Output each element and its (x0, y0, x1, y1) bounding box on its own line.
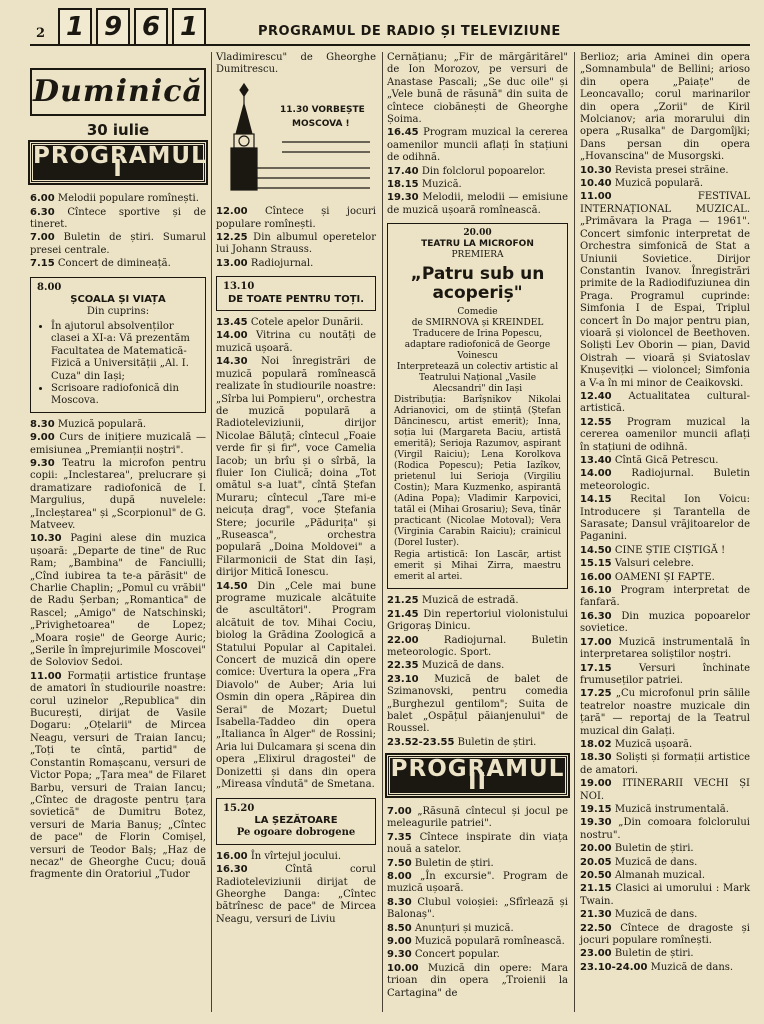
schedule-text: Melodii populare romînești. (57, 193, 199, 205)
continued-text: Berlioz; aria Aminei din opera „Somnambula" de Bellini; arioso din opera „Paiațe" de Leoncavallo; corul marinarilor din opera „Zorii" de Kiril Molcianov; aria morarului din opera „Rusalka" de Dargomîjki; Dans persan din opera „Hovanscina" de Musorgski. (580, 52, 750, 163)
schedule-item (580, 585, 750, 610)
everything-for-all-box (216, 276, 376, 311)
schedule-time: 9.00 (387, 936, 412, 948)
schedule-text: CINE ȘTIE CIȘTIGĂ ! (614, 544, 726, 556)
schedule-text: Buletin de știri. Sumarul presei centrale. (30, 232, 207, 256)
schedule-time: 14.00 (580, 468, 612, 480)
year-badge (58, 8, 206, 46)
schedule-item (580, 962, 750, 974)
theatre-box (387, 223, 568, 589)
schedule-text: Anunțuri și muzică. (414, 922, 514, 934)
schedule-time: 15.15 (580, 558, 612, 570)
schedule-time: 22.00 (387, 634, 419, 646)
schedule-text: Clubul voioșiei: „Sfîrlează și Balonaș". (387, 896, 568, 921)
schedule-list (216, 206, 376, 270)
schedule-time: 19.30 (580, 817, 612, 829)
play-authors: de SMIRNOVA și KREINDEL (411, 318, 544, 329)
schedule-text: Muzică de dans. (421, 660, 505, 672)
schedule-item (580, 688, 750, 738)
box-time: 20.00 (463, 228, 492, 239)
schedule-time: 21.30 (580, 909, 612, 921)
sezatoare-box (216, 798, 376, 845)
schedule-list (30, 419, 206, 882)
schedule-item (387, 949, 568, 961)
schedule-text: Radiojurnal. Buletin meteorologic. Sport. (387, 634, 568, 658)
box-title: TEATRU LA MICROFON (421, 239, 534, 250)
schedule-text: Teatru la microfon pentru copii: „Inclestarea", prelucrare și dramatizare radiofonică de I. Margulius, după nuvelele: „Incleștarea" și „Scorpionul" de G. Matveev. (30, 457, 207, 531)
schedule-text: Muzică populară romînească. (414, 936, 565, 948)
schedule-item (580, 857, 750, 869)
schedule-time: 21.15 (580, 883, 612, 895)
schedule-time: 22.35 (387, 660, 419, 672)
schedule-time: 20.05 (580, 856, 612, 868)
box-title: DE TOATE PENTRU TOȚI. (227, 293, 365, 305)
box-time: 15.20 (223, 802, 255, 814)
box-time: 8.00 (37, 281, 62, 293)
schedule-time: 12.40 (580, 390, 612, 402)
schedule-time: 16.00 (216, 850, 248, 862)
schedule-list (387, 806, 568, 1000)
schedule-time: 9.30 (30, 457, 55, 469)
schedule-time: 14.50 (216, 580, 248, 592)
page-number: 2 (36, 26, 46, 41)
column-4 (580, 52, 750, 975)
schedule-text: Muzică ușoară. (614, 738, 693, 750)
header-title: PROGRAMUL DE RADIO ȘI TELEVIZIUNE (258, 24, 561, 39)
schedule-text: Muzică de dans. (650, 961, 734, 973)
schedule-time: 21.25 (387, 595, 419, 607)
schedule-text: Muzică instrumentală. (614, 803, 729, 815)
schedule-text: „Răsună cîntecul și jocul pe meleagurile patriei". (387, 805, 568, 830)
schedule-text: Muzică populară. (614, 178, 704, 190)
schedule-time: 14.00 (216, 330, 248, 342)
schedule-time: 7.35 (387, 831, 412, 843)
schedule-text: Cîntece de dragoste și jocuri populare romînești. (580, 922, 750, 947)
schedule-list (387, 127, 568, 217)
year-digit: 1 (58, 8, 92, 46)
schedule-time: 8.50 (387, 922, 412, 934)
schedule-item (387, 832, 568, 857)
schedule-item (580, 165, 750, 177)
schedule-text: Cotele apelor Dunării. (250, 317, 364, 329)
play-title: „Patru sub un acoperiș" (410, 264, 545, 304)
schedule-time: 20.50 (580, 870, 612, 881)
schedule-item (387, 858, 568, 870)
schedule-text: FESTIVAL INTERNAȚIONAL MUZICAL. „Primăvara la Praga — 1961". Concert simfonic interpretat de Orchestra simfonică de Stat a Uniunii Sovietice. Dirijor Constantin Ivanov. Înregistrări primite de la Radiodifuziunea din Praga. Programul cuprinde: Simfonia I de Espai, Triplul concert în Do major pentru pian, vioară și violoncel de Beethoven. Soliști Lev Oborin — pian, David Oistrah — vioară și Sviatoslav Knușevițki — violoncel; Simfonia a V-a în mi minor de Ceaikovski. (580, 191, 750, 389)
schedule-time: 10.00 (387, 962, 419, 974)
schedule-text: Cîntece sportive și de tineret. (30, 206, 206, 231)
schedule-item (580, 923, 750, 948)
schedule-item (387, 871, 568, 896)
schedule-item (387, 806, 568, 831)
schedule-item (387, 635, 568, 660)
schedule-item (30, 533, 206, 669)
year-digit: 1 (172, 8, 206, 46)
schedule-item (216, 258, 376, 270)
schedule-time: 23.10 (387, 673, 419, 685)
schedule-time: 13.45 (216, 317, 248, 329)
schedule-text: ITINERARII VECHI ȘI NOI. (580, 778, 750, 802)
schedule-item (580, 178, 750, 190)
schedule-item (387, 737, 568, 749)
schedule-item (30, 232, 206, 257)
schedule-text: Radiojurnal. Buletin meteorologic. (580, 468, 750, 492)
schedule-time: 8.00 (387, 871, 412, 882)
schedule-item (387, 897, 568, 922)
schedule-item (580, 637, 750, 662)
schedule-time: 13.00 (216, 257, 248, 269)
schedule-time: 14.30 (216, 356, 248, 368)
box-subtitle: Din cuprins: (86, 306, 150, 318)
school-life-box (30, 277, 206, 413)
schedule-time: 10.30 (580, 164, 612, 176)
play-performers: Interpretează un colectiv artistic al Teatrului Național „Vasile Alecsandri" din Iași (396, 362, 559, 395)
program-1-banner: PROGRAMUL I (30, 142, 206, 183)
schedule-time: 18.15 (387, 179, 419, 191)
schedule-item (387, 192, 568, 217)
schedule-time: 19.00 (580, 778, 612, 790)
continued-text: Vladimirescu" de Gheorghe Dumitrescu. (216, 52, 376, 76)
schedule-text: Clasici ai umorului : Mark Twain. (580, 883, 750, 907)
schedule-time: 18.30 (580, 752, 612, 764)
schedule-item (30, 207, 206, 232)
schedule-item (580, 611, 750, 636)
schedule-item (580, 663, 750, 688)
schedule-item (580, 909, 750, 921)
schedule-text: Concert de dimineață. (57, 258, 171, 270)
schedule-time: 16.30 (580, 610, 612, 622)
box-subtitle: Pe ogoare dobrogene (236, 827, 356, 839)
schedule-text: Recital Ion Voicu: Introducere și Tarantella de Sarasate; Dansul vrăjitoarelor de Paganini. (580, 494, 750, 543)
schedule-time: 10.40 (580, 178, 612, 190)
schedule-time: 23.10-24.00 (580, 961, 648, 973)
box-time: 13.10 (223, 281, 255, 293)
schedule-text: Cîntece și jocuri populare romînești. (216, 206, 377, 230)
schedule-time: 17.15 (580, 662, 612, 674)
schedule-text: Muzică de dans. (614, 909, 698, 921)
schedule-text: Program interpretat de fanfară. (580, 585, 750, 609)
schedule-item (580, 883, 750, 908)
schedule-text: Buletin de știri. (414, 857, 494, 869)
premiere-label: PREMIERA (451, 250, 504, 261)
schedule-text: Revista presei străine. (614, 164, 729, 176)
schedule-item (387, 609, 568, 634)
column-divider (211, 52, 212, 1012)
year-digit: 9 (96, 8, 130, 46)
play-translation: Traducere de Irina Popescu, adaptare radiofonică de George Voinescu (404, 329, 551, 362)
schedule-time: 6.00 (30, 193, 55, 205)
schedule-time: 23.00 (580, 948, 612, 960)
schedule-item (216, 851, 376, 863)
schedule-time: 18.02 (580, 738, 612, 750)
schedule-text: Cîntă Gică Petrescu. (614, 455, 719, 466)
schedule-text: „În excursie". Program de muzică ușoară. (387, 871, 568, 895)
schedule-item (580, 739, 750, 751)
schedule-item (580, 752, 750, 777)
schedule-item (580, 468, 750, 493)
schedule-text: Curs de inițiere muzicală — emisiunea „Premianții noștri". (30, 432, 206, 456)
schedule-text: Din repertoriul violonistului Grigoraș Dinicu. (387, 608, 568, 633)
schedule-item (216, 330, 376, 355)
schedule-time: 16.45 (387, 127, 419, 139)
schedule-time: 20.00 (580, 843, 612, 855)
schedule-text: Buletin de știri. (614, 948, 694, 960)
schedule-text: Program muzical la cererea oamenilor muncii aflați în stațiuni de odihnă. (387, 127, 568, 164)
box-title: ȘCOALA ȘI VIAȚA (70, 294, 166, 306)
schedule-text: Muzică de estradă. (421, 595, 519, 607)
schedule-text: Noi înregistrări de muzică populară romînească realizate în studiourile noastre: „Sîrba lui Pompieru", orchestra de muzică populară a Radioteleviziunii, dirijor Nicolae Băluță; cîntecul „Foaie verde fir și fir", voce Camelia Iacob; un brîu și o sîrbă, la fluier Ion Ciulică; doina „Tot omătul s-a luat", cîntă Ștefan Muraru; cîntecul „Tare mi-e neicuța drag", voce Ștefania Stere; jocurile „Pădurița" și „Ruseasca", orchestra populară „Doina Moldovei" a Filarmonicii de Stat din Iași, dirijor Mitică Ionescu. (216, 356, 376, 579)
schedule-list (580, 165, 750, 975)
column-1 (30, 52, 206, 883)
schedule-item (387, 127, 568, 164)
schedule-item (387, 963, 568, 1000)
schedule-item (580, 870, 750, 882)
schedule-text: Melodii, melodii — emisiune de muzică ușoară romînească. (387, 192, 568, 216)
schedule-text: Pagini alese din muzica ușoară: „Departe de tine" de Ruc Ram; „Bambina" de Fanciulli; „Cînd iubirea ta te-a părăsit" de Charlie Chaplin; „Pomul cu vrăbii" de Radu Șerban; „Romantica" de Rascel; „Amigo" de Natschinski; „Privighetoarea" de Lopez; „Moara roșie" de George Auric; „Serile în împrejurimile Moscovei" de Soloviov Sedoi. (30, 533, 206, 669)
column-divider (382, 52, 383, 1012)
day-heading: Duminică (30, 68, 206, 116)
schedule-item (580, 417, 750, 454)
schedule-time: 7.00 (30, 232, 55, 244)
schedule-list (216, 317, 376, 791)
schedule-text: „Cu microfonul prin sălile teatrelor noastre muzicale din țară" — reportaj de la Teatrul muzical din Galați. (580, 688, 750, 737)
schedule-time: 9.00 (30, 432, 55, 444)
moscow-caption-line: 11.30 VORBEȘTE MOSCOVA ! (280, 104, 365, 129)
schedule-text: Muzică instrumentală în interpretarea soliștilor noștri. (580, 636, 750, 661)
schedule-text: În vîrtejul jocului. (250, 850, 342, 862)
schedule-item (30, 671, 206, 882)
schedule-time: 12.25 (216, 232, 248, 244)
column-3 (387, 52, 568, 1001)
schedule-text: Muzică de balet de Szimanovski, pentru comedia „Burghezul gentilom"; Suita de balet „Ospățul păianjenului" de Roussel. (387, 673, 568, 735)
schedule-item (580, 494, 750, 544)
schedule-text: Cîntece inspirate din viața nouă a satelor. (387, 831, 568, 856)
schedule-text: Buletin de știri. (614, 843, 694, 855)
play-direction: Regia artistică: Ion Lascăr, artist emerit și Mihai Zirra, maestru emerit al artei. (394, 550, 561, 583)
schedule-time: 6.30 (30, 206, 55, 218)
schedule-time: 21.45 (387, 608, 419, 620)
schedule-time: 7.00 (387, 805, 412, 817)
schedule-item (30, 419, 206, 431)
schedule-text: Muzică. (421, 179, 462, 191)
schedule-time: 17.25 (580, 688, 612, 700)
schedule-time: 7.50 (387, 857, 412, 869)
year-digit: 6 (134, 8, 168, 46)
schedule-item (580, 948, 750, 960)
schedule-item (580, 572, 750, 584)
play-cast: Distribuția: Barîșnikov Nikolai Adrianovici, om de știință (Ștefan Dăncinescu, artist emerit); Inna, soția lui (Margareta Baciu, artistă emerită); Serioja Razumov, aspirant (Virgil Raiciu); Lena Korolkova (Rodica Popescu); Petia Iazîkov, prietenul lui Serioja (Virgiliu Costin); Mara Kuzmenko, aspirantă (Adina Popa); Vladimir Karpovici, tatăl ei (Mihai Grosariu); Seva, tînăr practicant (Nicolae Motoval); Vera (Virginia Carabin Raiciu); crainicul (Dorel Iuster). (394, 395, 561, 549)
schedule-text: „Din comoara folclorului nostru". (580, 817, 750, 841)
schedule-time: 17.40 (387, 165, 419, 177)
schedule-text: Almanah muzical. (614, 870, 706, 881)
date-heading: 30 iulie (86, 121, 150, 139)
schedule-time: 12.55 (580, 416, 612, 428)
schedule-time: 11.00 (580, 191, 612, 203)
schedule-time: 14.15 (580, 494, 612, 506)
schedule-list (216, 851, 376, 926)
schedule-time: 12.00 (216, 206, 248, 218)
schedule-time: 10.30 (30, 533, 62, 545)
schedule-text: Din „Cele mai bune programe muzicale alcătuite de ascultători". Program alcătuit de tov. Mihai Cociu, biolog la Grădina Zoologică a Statului Popular al Capitalei. Concert de muzică din opere comice: Uvertura la opera „Fra Diavolo" de Auber; Aria lui Osmin din opera „Răpirea din Serai" de Mozart; Duetul Isabella-Taddeo din opera „Italianca în Alger" de Rossini; Aria lui Dulcamara și scena din opera „Elixirul dragostei" de Donizetti și dans din opera „Mireasa vîndută" de Smetana. (216, 580, 376, 791)
column-2 (216, 52, 376, 927)
schedule-item (30, 432, 206, 457)
schedule-time: 8.30 (387, 896, 412, 908)
schedule-time: 19.30 (387, 192, 419, 204)
schedule-text: Versuri închinate frumuseților patriei. (580, 662, 750, 686)
schedule-text: Concert popular. (414, 949, 500, 961)
schedule-time: 13.40 (580, 455, 612, 466)
schedule-time: 17.00 (580, 636, 612, 648)
schedule-item (216, 581, 376, 792)
box-bullets (37, 321, 199, 408)
header-rule (30, 44, 750, 46)
list-item: • În ajutorul absolvenților clasei a XI-a: Vă prezentăm Facultatea de Matematică-Fizică a Universității „Al. I. Cuza" din Iași; (51, 321, 199, 383)
schedule-item (216, 232, 376, 257)
schedule-text: Radiojurnal. (250, 257, 314, 269)
schedule-item (387, 660, 568, 672)
schedule-item (216, 356, 376, 579)
schedule-text: Soliști și formații artistice de amatori. (580, 752, 750, 776)
kremlin-tower-illustration (222, 82, 372, 192)
column-divider (574, 52, 575, 1012)
schedule-item (387, 179, 568, 191)
schedule-time: 22.50 (580, 922, 612, 934)
schedule-item (387, 923, 568, 935)
schedule-time: 14.50 (580, 544, 612, 556)
schedule-text: Formații artistice fruntașe de amatori în studiourile noastre: corul uzinelor „Republica" din București, dirijat de Vasile Dogaru: „Oțelarii" de Mircea Neagu, versuri de Traian Iancu; „Toți te cîntă, partid" de Constantin Romașcanu, versuri de Victor Popa; „Țara mea" de Filaret Barbu, versuri de Traian Iancu; „Cîntec de dragoste pentru țara sovietică" de Dumitru Botez, versuri de Maria Banuș; „Cîntec de pace" de Florin Comișel, versuri de Teodor Balș; „Haz de necaz" de Gheorghe Cucu; două fragmente din Oratoriul „Tudor (30, 670, 206, 881)
schedule-text: Muzică din opere: Mara trioan din opera „Troienii la Cartagina" de (387, 962, 568, 999)
schedule-text: Buletin de știri. (457, 736, 537, 748)
page-header (0, 0, 764, 50)
schedule-item (216, 864, 376, 926)
schedule-text: Program muzical la cererea oamenilor muncii aflați în stațiuni de odihnă. (580, 416, 750, 453)
play-genre: Comedie (457, 307, 498, 318)
schedule-item (387, 936, 568, 948)
continued-text: Cernățianu; „Fir de mărgăritărel" de Ion Morozov, pe versuri de Anastase Pascali; „Se duc oile" și „Vele bună de răsună" din suita de cîntece ciobănești de Gheorghe Șoima. (387, 52, 568, 126)
schedule-item (30, 458, 206, 532)
schedule-time: 16.30 (216, 864, 248, 876)
schedule-item (580, 455, 750, 467)
schedule-text: Valsuri celebre. (614, 558, 694, 570)
schedule-item (387, 595, 568, 607)
schedule-item (580, 191, 750, 390)
schedule-list (30, 193, 206, 270)
schedule-time: 11.00 (30, 670, 62, 682)
schedule-text: Cîntă corul Radioteleviziunii dirijat de Gheorghe Danga: „Cîntec bătrînesc de pace" de Mircea Neagu, versuri de Liviu (216, 864, 376, 925)
schedule-item (387, 166, 568, 178)
schedule-item (30, 258, 206, 270)
schedule-time: 19.15 (580, 803, 612, 815)
schedule-text: Muzică populară. (57, 418, 147, 430)
program-2-banner: PROGRAMUL II (387, 755, 568, 796)
schedule-text: Vitrina cu noutăți de muzică ușoară. (216, 330, 376, 354)
schedule-list (387, 595, 568, 749)
schedule-item (580, 804, 750, 816)
schedule-item (216, 206, 376, 231)
schedule-time: 9.30 (387, 949, 412, 961)
schedule-item (580, 778, 750, 803)
schedule-item (580, 545, 750, 557)
box-title: LA ȘEZĂTOARE (254, 814, 338, 826)
schedule-text: Muzică de dans. (614, 856, 698, 868)
schedule-time: 7.15 (30, 258, 55, 270)
schedule-text: Din folclorul popoarelor. (421, 165, 546, 177)
list-item: • Scrisoare radiofonică din Moscova. (51, 383, 199, 408)
schedule-time: 8.30 (30, 418, 55, 430)
schedule-item (30, 193, 206, 205)
schedule-time: 16.00 (580, 571, 612, 583)
schedule-item (387, 674, 568, 736)
schedule-time: 16.10 (580, 585, 612, 597)
schedule-item (580, 391, 750, 416)
schedule-text: Din albumul operetelor lui Johann Strauss. (216, 232, 376, 256)
schedule-text: OAMENI ȘI FAPTE. (614, 571, 715, 583)
schedule-item (216, 317, 376, 329)
schedule-item (580, 817, 750, 842)
schedule-item (580, 558, 750, 570)
schedule-text: Actualitatea cultural-artistică. (580, 390, 750, 415)
schedule-time: 23.52-23.55 (387, 736, 455, 748)
schedule-item (580, 843, 750, 855)
schedule-text: Din muzica popoarelor sovietice. (580, 610, 750, 635)
